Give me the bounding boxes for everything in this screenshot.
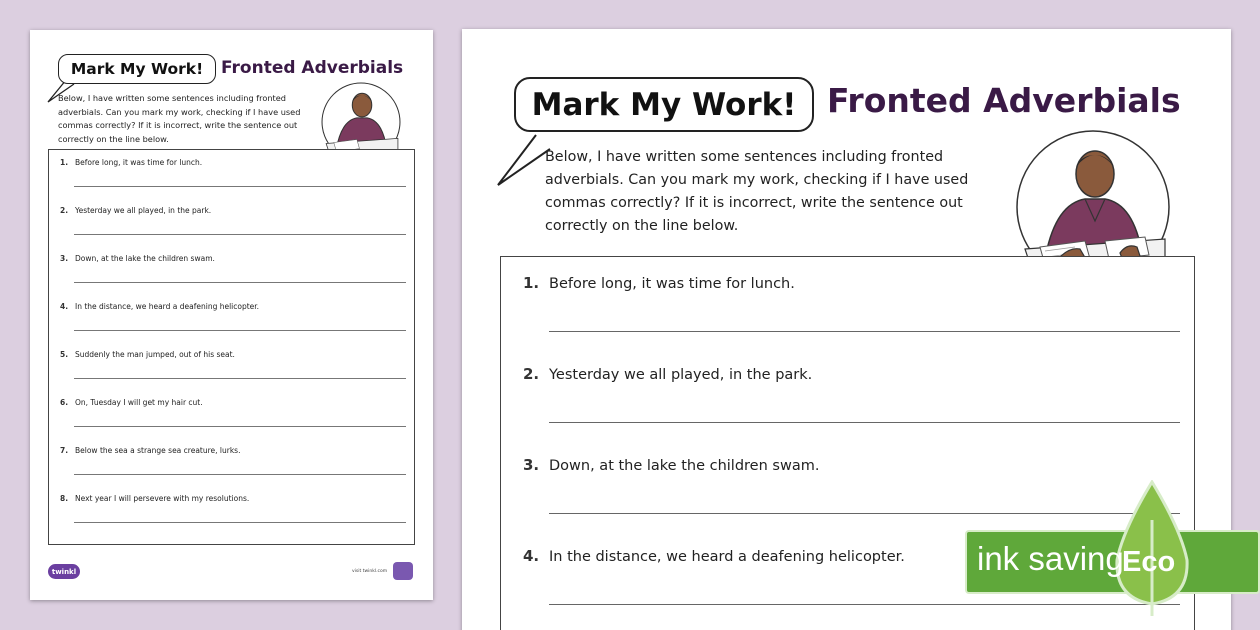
question-text: Down, at the lake the children swam.: [75, 254, 215, 263]
answer-line[interactable]: [74, 474, 406, 475]
question-number: 5.: [60, 350, 69, 359]
question-number: 3.: [523, 456, 540, 474]
question-number: 1.: [523, 274, 540, 292]
footer-badge-icon: [393, 562, 413, 580]
eco-label: Eco: [1122, 546, 1176, 578]
question-text: On, Tuesday I will get my hair cut.: [75, 398, 203, 407]
answer-line[interactable]: [74, 426, 406, 427]
question-number: 8.: [60, 494, 69, 503]
question-text: Below the sea a strange sea creature, lurks.: [75, 446, 241, 455]
question-item: [49, 246, 414, 294]
question-item: [501, 348, 1194, 439]
question-text: Down, at the lake the children swam.: [549, 458, 820, 474]
worksheet-intro: Below, I have written some sentences including fronted adverbials. Can you mark my work, checking if I have used commas correctly? If it is incorrect, write the sentence out correctly on the line below.: [545, 149, 969, 234]
ink-saving-label: ink saving: [977, 540, 1124, 577]
question-item: [49, 390, 414, 438]
question-text: Next year I will persevere with my resolutions.: [75, 494, 250, 503]
worksheet-title: Fronted Adverbials: [827, 81, 1181, 120]
question-text: Yesterday we all played, in the park.: [549, 367, 813, 383]
question-number: 2.: [60, 206, 69, 215]
question-item: [49, 438, 414, 486]
question-item: [49, 294, 414, 342]
question-item: [49, 198, 414, 246]
worksheet-title: Fronted Adverbials: [221, 58, 404, 78]
answer-line[interactable]: [74, 234, 406, 235]
twinkl-logo: twinkl: [48, 564, 80, 579]
question-text: Before long, it was time for lunch.: [549, 276, 795, 292]
question-item: [49, 486, 414, 534]
answer-line[interactable]: [74, 522, 406, 523]
question-item: [501, 257, 1194, 348]
question-number: 4.: [523, 547, 540, 565]
mark-my-work-bubble: Mark My Work!: [58, 54, 216, 84]
mark-my-work-bubble: Mark My Work!: [514, 77, 814, 132]
answer-line[interactable]: [549, 331, 1180, 332]
question-box: [48, 149, 415, 545]
footer-visit-text: visit twinkl.com: [352, 569, 388, 574]
worksheet-intro: Below, I have written some sentences including fronted adverbials. Can you mark my work, checking if I have used commas correctly? If it is incorrect, write the sentence out correctly on the line below.: [58, 93, 301, 145]
eco-ink-saving-badge: [965, 480, 1260, 620]
speech-bubble-tail: [492, 129, 552, 189]
question-item: [49, 150, 414, 198]
answer-line[interactable]: [74, 330, 406, 331]
question-number: 2.: [523, 365, 540, 383]
answer-line[interactable]: [74, 378, 406, 379]
question-text: Yesterday we all played, in the park.: [75, 206, 212, 215]
question-text: In the distance, we heard a deafening helicopter.: [549, 549, 905, 565]
question-number: 1.: [60, 158, 69, 167]
question-number: 4.: [60, 302, 69, 311]
answer-line[interactable]: [74, 282, 406, 283]
question-text: Before long, it was time for lunch.: [75, 158, 203, 167]
question-text: In the distance, we heard a deafening helicopter.: [75, 302, 260, 311]
worksheet-thumbnail: [30, 30, 433, 600]
answer-line[interactable]: [74, 186, 406, 187]
answer-line[interactable]: [549, 422, 1180, 423]
question-number: 6.: [60, 398, 69, 407]
question-item: [49, 342, 414, 390]
question-number: 7.: [60, 446, 69, 455]
question-number: 3.: [60, 254, 69, 263]
question-text: Suddenly the man jumped, out of his seat.: [75, 350, 235, 359]
